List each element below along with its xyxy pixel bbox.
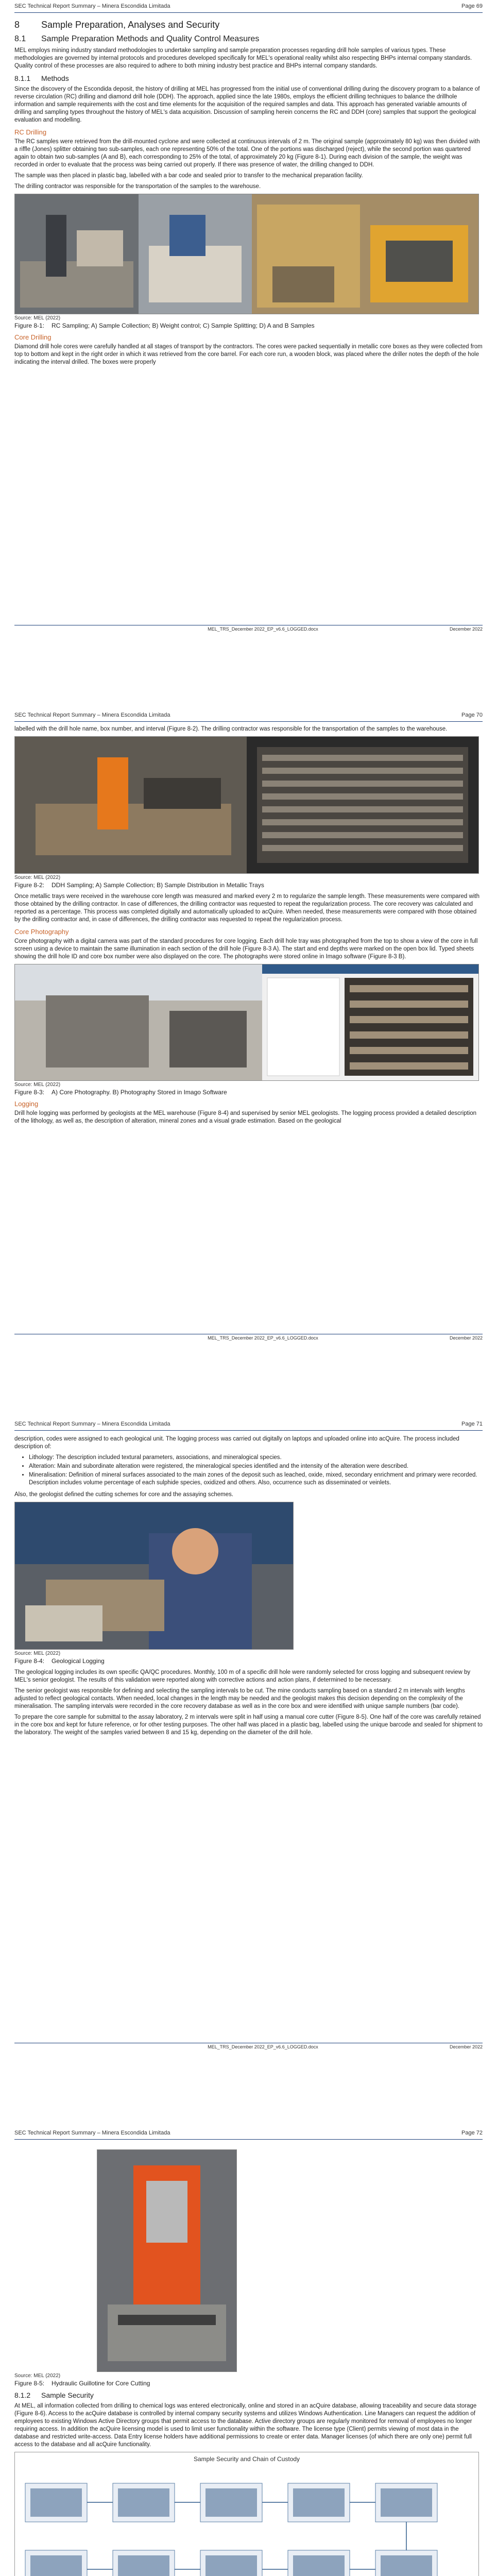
footer-filename: MEL_TRS_December 2022_EP_v6.6_LOGGED.docx — [208, 2044, 318, 2049]
page-footer — [14, 1334, 483, 1343]
page-body — [14, 725, 483, 1128]
page-number: Page 71 — [461, 1421, 483, 1427]
page-number: Page 69 — [461, 3, 483, 9]
subheading-core-drilling: Core Drilling — [14, 333, 52, 341]
subheading-core-photography: Core Photography — [14, 928, 69, 936]
figure-8-3-image — [14, 964, 479, 1081]
figure-label: Figure 8-4: — [14, 1657, 45, 1665]
geological-logging-photo — [15, 1502, 293, 1649]
figure-caption-text: RC Sampling; A) Sample Collection; B) Weight control; C) Sample Splitting; D) A and B Samples — [52, 322, 315, 329]
diagram-title: Sample Security and Chain of Custody — [193, 2455, 300, 2463]
page-69 — [0, 0, 497, 639]
footer-date: December 2022 — [449, 2044, 483, 2049]
list-item: • Mineralisation: Definition of mineral surfaces associated to the main zones of the deposit such as leached, oxide, mixed, secondary enrichment and primary were recorded. Description includes volume percentage of each sulphide species, oxidized and others. Also, occurrence such as disseminated or veinlets. — [29, 1471, 483, 1487]
page-72 — [0, 2127, 497, 2576]
paragraph: The drilling contractor was responsible for the transportation of the samples to the warehouse. — [14, 183, 261, 190]
paragraph: The sample was then placed in plastic bag, labelled with a bar code and sealed prior to transfer to the mechanical preparation facility. — [14, 173, 363, 179]
figure-label: Figure 8-1: — [14, 322, 45, 329]
paragraph: The senior geologist was responsible for defining and selecting the sampling intervals to be cut. The mine conducts sampling based on a standard 2 m intervals with lengths adjusted to reflect geological contacts. When needed, local changes in the length may be needed and the geologist makes this decision depending on the complexity of the mineralisation. The sampling intervals were recorded in the core recovery database as well as in the core box and were identified with unique sample numbers (bar code). — [14, 1688, 465, 1709]
page-body — [14, 2146, 483, 2576]
figure-caption — [14, 1657, 483, 1665]
page-body — [14, 1435, 483, 1740]
figure-caption-text: DDH Sampling; A) Sample Collection; B) Sample Distribution in Metallic Trays — [52, 882, 264, 889]
figure-label: Figure 8-2: — [14, 882, 45, 889]
list-item: • Alteration: Main and subordinate alteration were registered, the mineralogical species identified and the intensity of the alteration were described. — [29, 1463, 483, 1470]
page-body — [14, 15, 483, 369]
paragraph: Also, the geologist defined the cutting schemes for core and the assaying schemes. — [14, 1492, 234, 1498]
paragraph: Drill hole logging was performed by geologists at the MEL warehouse (Figure 8-4) and supervised by senior MEL geologists. The logging process provided a detailed description of the lithology, as well as, the description of alteration, mineral zones and a visual grade estimation. Based on the geological — [14, 1110, 477, 1124]
ddh-sampling-photo-collage — [15, 737, 478, 873]
paragraph: Since the discovery of the Escondida deposit, the history of drilling at MEL has progressed from the initial use of conventional drilling during the discovery program to a balance of reverse circulation (RC) drilling and diamond drill hole (DDH). The approach, applied since the late 1980s, employs the efficient drilling techniques to balance the drillhole information and sample requirements with the cost and time elements for the acquisition of the required samples and data. This approach has generated variable amounts of drilling and sampling types throughout the history of MEL's data acquisition. Discussion of sampling herein concerns the RC and DDH (core) samples that support the geological evaluation and modelling. — [14, 86, 480, 123]
list-item: • Lithology: The description included textural parameters, associations, and mineralogical species. — [29, 1454, 483, 1462]
figure-8-4-image — [14, 1502, 294, 1650]
paragraph: Diamond drill hole cores were carefully handled at all stages of transport by the contractors. The cores were packed sequentially in metallic core boxes as they were collected from top to bottom and kept in the right order in which it was retrieved from the core barrel. For each core run, a wooden block, was placed where the driller notes the depth of the hole indicating the interval drilled. The boxes were properly — [14, 344, 483, 365]
section-number: 8.1 — [14, 35, 26, 43]
header-title: SEC Technical Report Summary – Minera Escondida Limitada — [14, 3, 170, 9]
figure-caption — [14, 882, 483, 889]
subheading-rc-drilling: RC Drilling — [14, 128, 47, 136]
page-header — [14, 712, 483, 722]
section-heading-8-1-1 — [14, 74, 483, 82]
paragraph: Core photography with a digital camera was part of the standard procedures for core logging. Each drill hole tray was photographed from the top to show a view of the core in full screen using a device to maintain the same illumination in each section of the drill hole (Figure 8-3 A). The start and end depths were marked on the open box lid. Typed sheets showing the drill hole ID and core box number were also displayed on the core. The photographs were stored online in Imago software (Figure 8-3 B). — [14, 938, 478, 960]
figure-source: Source: MEL (2022) — [14, 315, 61, 321]
header-title: SEC Technical Report Summary – Minera Escondida Limitada — [14, 712, 170, 718]
figure-caption-text: A) Core Photography. B) Photography Stored in Imago Software — [52, 1089, 227, 1096]
footer-filename: MEL_TRS_December 2022_EP_v6.6_LOGGED.docx — [208, 1335, 318, 1341]
page-footer — [14, 625, 483, 634]
page-header — [14, 1421, 483, 1431]
page-footer — [14, 2043, 483, 2052]
section-title: Sample Security — [41, 2391, 94, 2399]
figure-source: Source: MEL (2022) — [14, 1082, 61, 1088]
page-number: Page 70 — [461, 712, 483, 718]
footer-date: December 2022 — [449, 626, 483, 632]
paragraph: The RC samples were retrieved from the drill-mounted cyclone and were collected at continuous intervals of 2 m. The original sample (approximately 80 kg) was then divided with a riffle (Jones) splitter obtaining two sub-samples, each one representing 50% of the total. One of the portions was discharged (reject), while the second portion was quartered again to obtain two sub-samples (A and B), each corresponding to 25% of the total, of approximately 20 kg (Figure 8-1). During each division of the sample, the weight was recorded in order to evaluate that the process was being carried out properly. If there was presence of water, the drilling changed to DDH. — [14, 139, 480, 168]
section-number: 8.1.2 — [14, 2391, 31, 2399]
figure-caption — [14, 322, 483, 329]
figure-caption-text: Geological Logging — [52, 1657, 105, 1665]
section-title: Sample Preparation Methods and Quality Control Measures — [41, 35, 260, 43]
section-title: Sample Preparation, Analyses and Security — [41, 20, 220, 30]
footer-filename: MEL_TRS_December 2022_EP_v6.6_LOGGED.docx — [208, 626, 318, 632]
section-heading-8 — [14, 20, 483, 30]
subheading-logging: Logging — [14, 1100, 39, 1108]
page-71 — [0, 1418, 497, 2057]
page-header — [14, 3, 483, 13]
figure-8-2-image — [14, 736, 479, 874]
header-title: SEC Technical Report Summary – Minera Escondida Limitada — [14, 2130, 170, 2136]
paragraph: description, codes were assigned to each geological unit. The logging process was carried out digitally on laptops and uploaded online into acQuire. The process included description of: — [14, 1436, 459, 1450]
footer-date: December 2022 — [449, 1335, 483, 1341]
section-number: 8 — [14, 20, 20, 30]
figure-caption — [14, 2380, 483, 2387]
page-header — [14, 2130, 483, 2140]
figure-caption — [14, 1089, 483, 1096]
figure-8-1-image — [14, 194, 479, 314]
hydraulic-guillotine-photo — [97, 2150, 236, 2371]
section-heading-8-1 — [14, 35, 483, 44]
paragraph: The geological logging includes its own specific QA/QC procedures. Monthly, 100 m of a specific drill hole were randomly selected for cross logging and subsequent review by MEL's senior geologist. The results of this validation were reported along with corrective actions and action plans, if determined to be necessary. — [14, 1669, 471, 1683]
figure-source: Source: MEL (2022) — [14, 1651, 61, 1656]
figure-source: Source: MEL (2022) — [14, 2373, 61, 2379]
figure-8-5-image — [97, 2149, 237, 2372]
figure-caption-text: Hydraulic Guillotine for Core Cutting — [52, 2380, 150, 2387]
paragraph: labelled with the drill hole name, box number, and interval (Figure 8-2). The drilling contractor was responsible for the transportation of the samples to the warehouse. — [14, 726, 448, 732]
header-title: SEC Technical Report Summary – Minera Escondida Limitada — [14, 1421, 170, 1427]
chain-of-custody-diagram — [15, 2463, 478, 2576]
logging-description-list — [29, 1454, 483, 1487]
page-number: Page 72 — [461, 2130, 483, 2136]
figure-8-6-image — [14, 2452, 479, 2576]
figure-source: Source: MEL (2022) — [14, 875, 61, 880]
section-heading-8-1-2 — [14, 2391, 483, 2399]
rc-sampling-photo-collage — [15, 194, 478, 314]
section-title: Methods — [41, 74, 69, 82]
paragraph: To prepare the core sample for submittal to the assay laboratory, 2 m intervals were split in half using a manual core cutter (Figure 8-5). One half of the core was carefully retained in the core box and kept for future reference, or for other testing purposes. The other half was placed in a plastic bag, labelled using the unique barcode and sealed for shipment to the laboratory. The weight of the samples varied between 8 and 15 kg, depending on the diameter of the drill hole. — [14, 1714, 483, 1736]
core-photography-collage — [15, 964, 478, 1080]
page-70 — [0, 709, 497, 1348]
paragraph: At MEL, all information collected from drilling to chemical logs was entered electronically, online and stored in an acQuire database, allowing traceability and secure data storage (Figure 8-6). Access to the acQuire database is controlled by internal company security systems and utilizes Windows Authentication. Line Managers can request the addition of employees to existing Windows Active Directory groups that permit access to the database. Active directory groups are regularly monitored for removal of employees no longer requiring access. In addition the acQuire licensing model is used to limit user functionality within the software. The license type (Client) permits viewing of most data in the database and restricted write-access. Data Entry license holders have additional permissions to create or enter data. Manager licenses (of which there are only one) permit full access to the database and all acQuire functionality. — [14, 2403, 477, 2448]
paragraph: MEL employs mining industry standard methodologies to undertake sampling and sample preparation processes regarding drill hole samples of various types. These methodologies are governed by internal protocols and procedures developed specifically for MEL's operational reality whilst also respecting BHPs internal company standards. Quality control of these processes are also required to adhere to both mining industry best practice and BHPs internal company standards. — [14, 47, 472, 69]
paragraph: Once metallic trays were received in the warehouse core length was measured and marked every 2 m to regularize the sample length. These measurements were compared with those obtained by the drilling contractor. In case of differences, the drilling contractor was requested to repeat the regularization process. The core recovery was calculated and reported as a percentage. This process was completed digitally and automatically uploaded to acQuire. When needed, these measurements were compared with those obtained by the drilling contractor and, in case of differences, the drilling contractor was requested to repeat the regularization process. — [14, 893, 479, 923]
section-number: 8.1.1 — [14, 74, 31, 82]
figure-label: Figure 8-3: — [14, 1089, 45, 1096]
figure-label: Figure 8-5: — [14, 2380, 45, 2387]
